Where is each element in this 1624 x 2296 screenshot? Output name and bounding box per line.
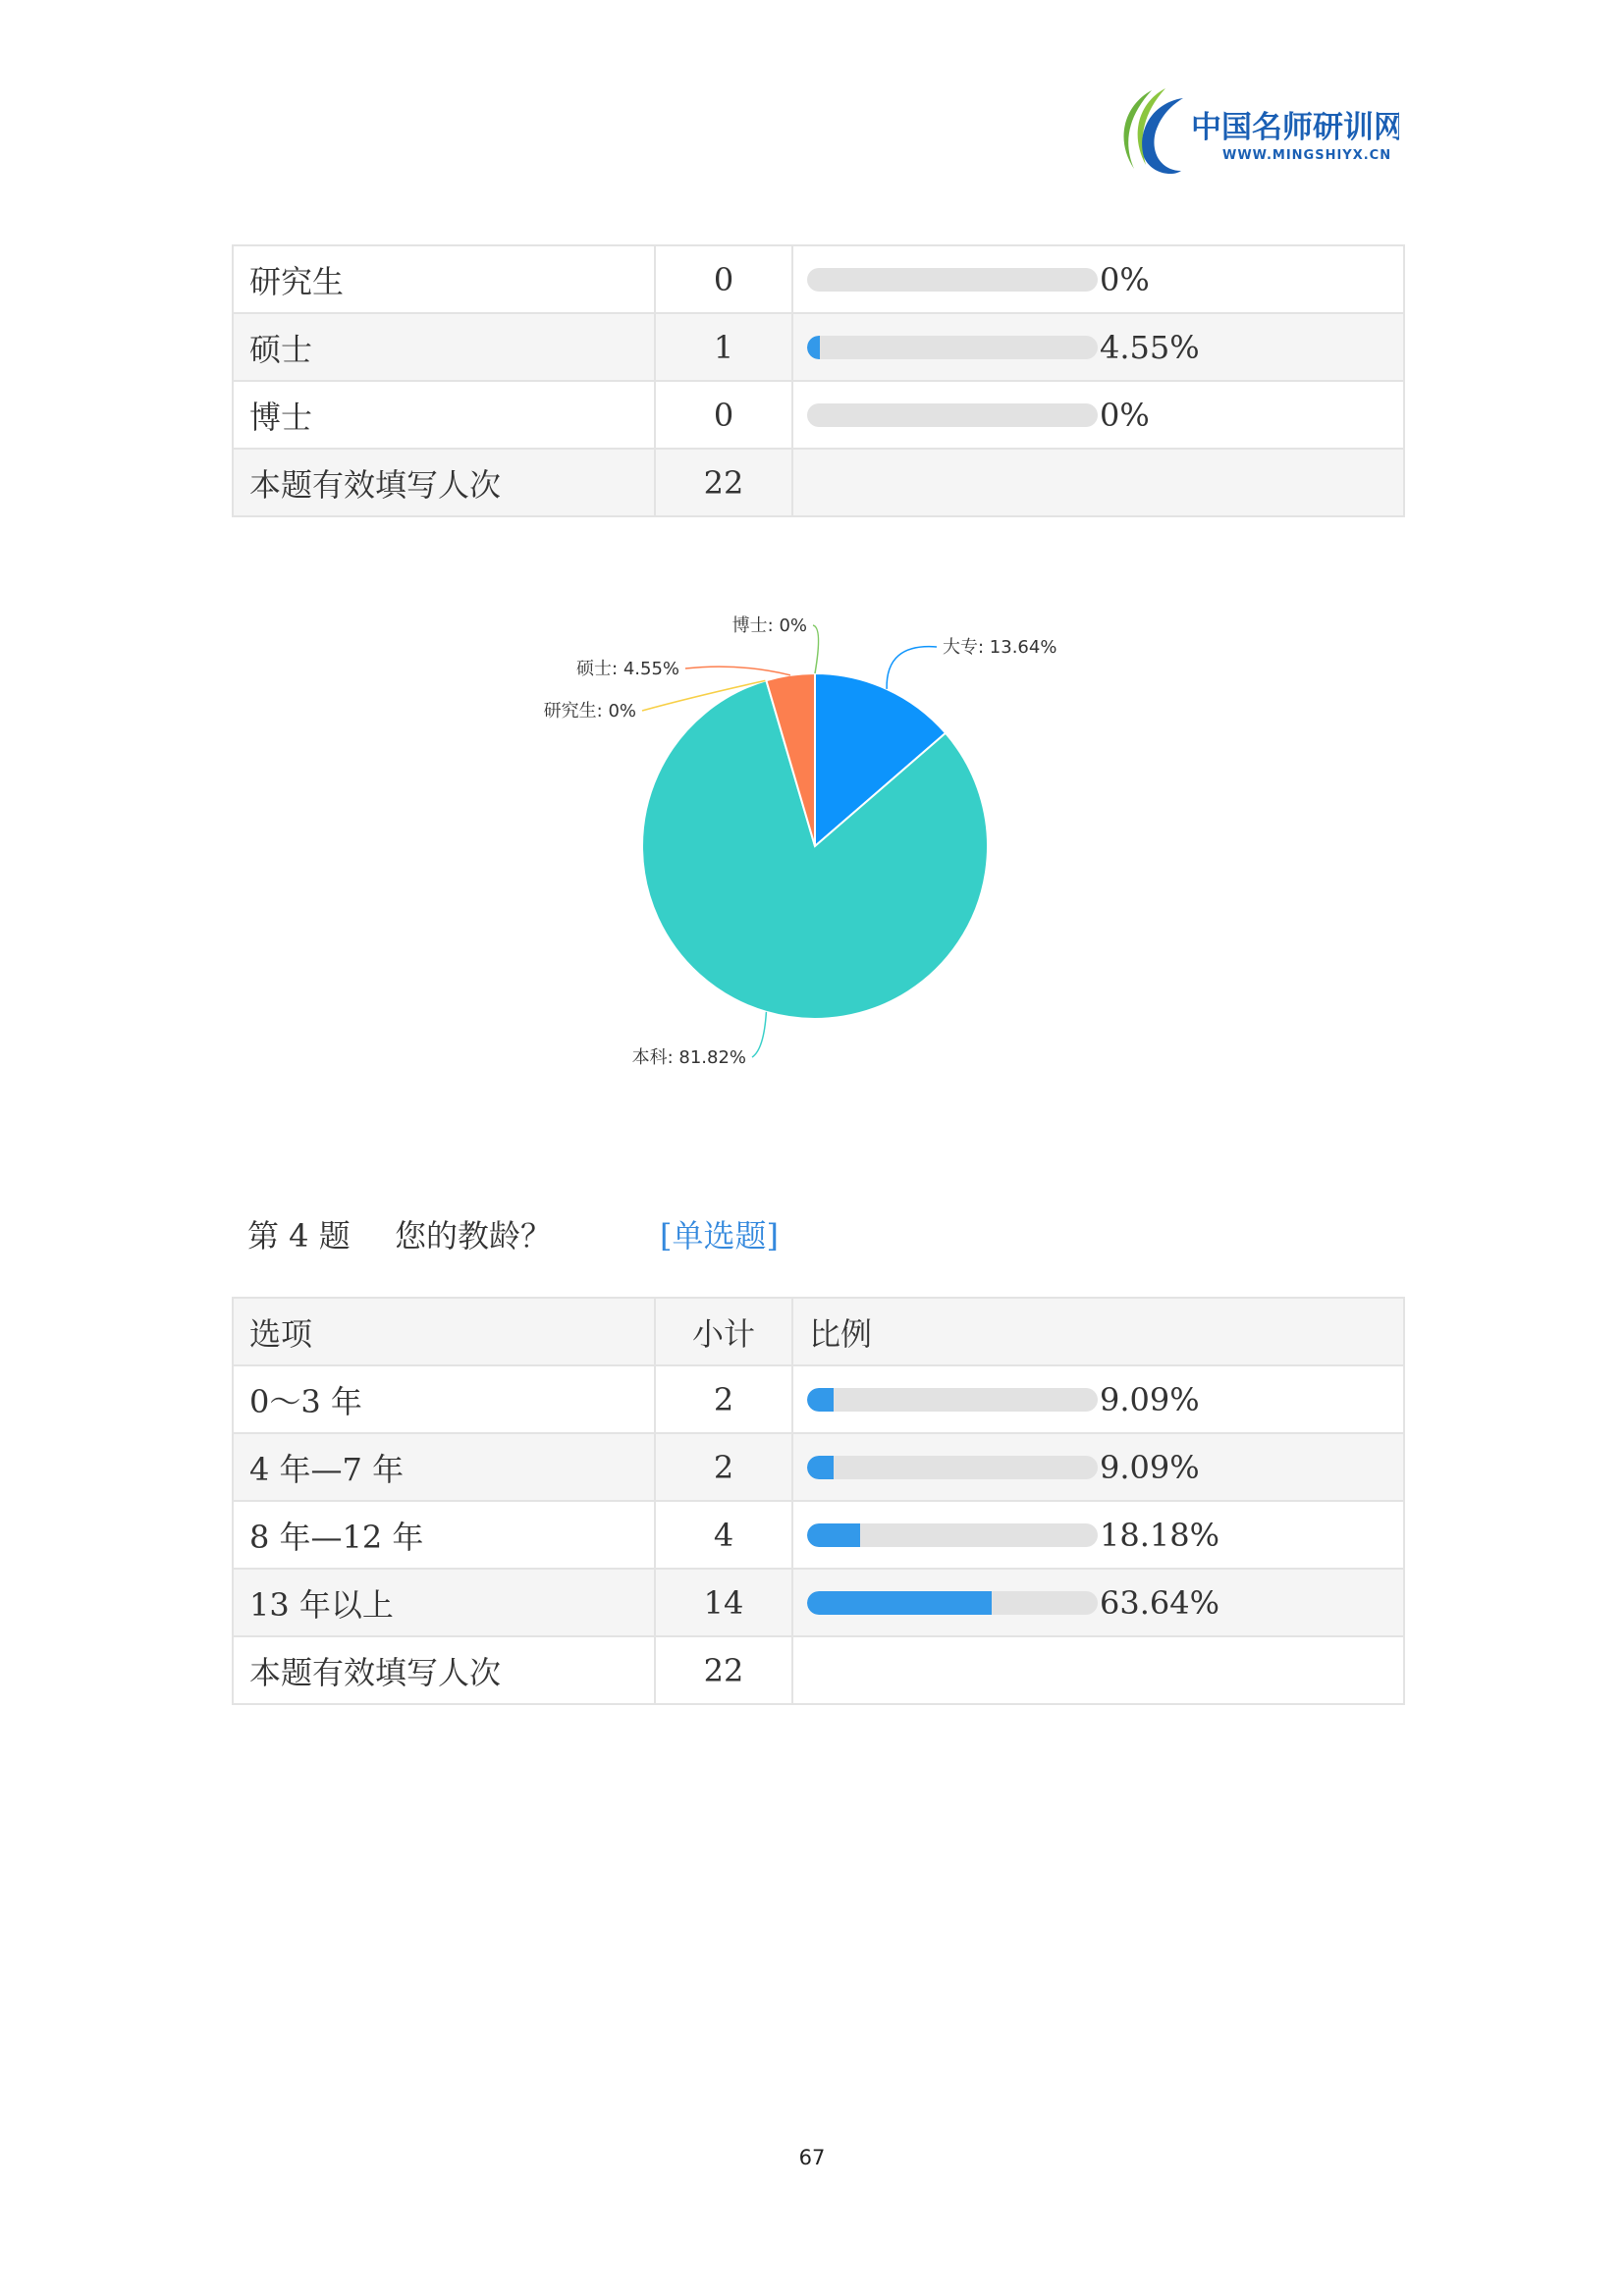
percent-label: 18.18%	[1100, 1516, 1220, 1554]
percent-label: 0%	[1100, 260, 1150, 298]
option-label: 研究生	[233, 245, 655, 313]
empty-cell	[792, 449, 1404, 516]
logo-cn-text: 中国名师研训网	[1191, 110, 1399, 145]
empty-cell	[792, 1636, 1404, 1704]
percent-cell	[792, 1365, 1404, 1433]
total-row	[233, 1636, 1404, 1704]
percent-bar	[807, 403, 1098, 427]
option-label: 4 年—7 年	[233, 1433, 655, 1501]
percent-cell	[792, 381, 1404, 449]
table-row	[233, 1365, 1404, 1433]
option-count: 2	[655, 1433, 792, 1501]
pie-svg	[511, 604, 1119, 1095]
option-count: 0	[655, 381, 792, 449]
option-count: 1	[655, 313, 792, 381]
percent-bar	[807, 1456, 1098, 1479]
option-count: 0	[655, 245, 792, 313]
percent-label: 4.55%	[1100, 328, 1200, 366]
percent-bar-fill	[807, 1591, 992, 1615]
option-label: 硕士	[233, 313, 655, 381]
percent-bar-fill	[807, 336, 820, 359]
header-option: 选项	[233, 1298, 655, 1365]
table-row	[233, 313, 1404, 381]
percent-bar	[807, 1523, 1098, 1547]
table-row	[233, 381, 1404, 449]
table-row	[233, 1501, 1404, 1569]
total-row	[233, 449, 1404, 516]
table-row	[233, 1569, 1404, 1636]
percent-bar-fill	[807, 1456, 834, 1479]
header-count: 小计	[655, 1298, 792, 1365]
percent-cell	[792, 313, 1404, 381]
pie-slice-label: 本科: 81.82%	[631, 1047, 746, 1068]
option-label: 13 年以上	[233, 1569, 655, 1636]
percent-label: 9.09%	[1100, 1448, 1200, 1486]
pie-slice-label: 研究生: 0%	[543, 701, 636, 721]
percent-bar-fill	[807, 1388, 834, 1412]
option-count: 4	[655, 1501, 792, 1569]
total-count: 22	[655, 1636, 792, 1704]
percent-label: 0%	[1100, 396, 1150, 434]
logo-url-text: WWW.MINGSHIYX.CN	[1222, 148, 1392, 163]
percent-bar	[807, 268, 1098, 292]
percent-bar	[807, 336, 1098, 359]
percent-cell	[792, 245, 1404, 313]
option-label: 博士	[233, 381, 655, 449]
option-count: 14	[655, 1569, 792, 1636]
pie-leader-line	[752, 1012, 766, 1057]
total-count: 22	[655, 449, 792, 516]
percent-label: 9.09%	[1100, 1380, 1200, 1418]
question-type: [单选题]	[660, 1217, 779, 1255]
logo-graphic	[1105, 80, 1399, 184]
option-label: 0～3 年	[233, 1365, 655, 1433]
education-table	[232, 244, 1405, 517]
teaching-years-table	[232, 1297, 1405, 1705]
pie-slice-label: 硕士: 4.55%	[576, 659, 679, 679]
table-header-row	[233, 1298, 1404, 1365]
table-row	[233, 1433, 1404, 1501]
percent-cell	[792, 1501, 1404, 1569]
question-text: 您的教龄？	[395, 1217, 553, 1255]
pie-slice-label: 大专: 13.64%	[943, 637, 1057, 658]
page-number: 67	[798, 2146, 826, 2169]
education-pie-chart	[511, 604, 1119, 1095]
question-number: 第 4 题	[247, 1217, 351, 1255]
header-ratio: 比例	[792, 1298, 1404, 1365]
percent-cell	[792, 1569, 1404, 1636]
percent-bar	[807, 1388, 1098, 1412]
percent-bar-fill	[807, 1523, 860, 1547]
pie-slice-label: 博士: 0%	[731, 615, 807, 636]
table-row	[233, 245, 1404, 313]
pie-leader-line	[813, 625, 819, 673]
site-logo	[1105, 80, 1399, 184]
total-label: 本题有效填写人次	[233, 1636, 655, 1704]
percent-cell	[792, 1433, 1404, 1501]
percent-label: 63.64%	[1100, 1583, 1220, 1622]
option-label: 8 年—12 年	[233, 1501, 655, 1569]
pie-leader-line	[685, 667, 790, 675]
pie-leader-line	[887, 647, 937, 689]
total-label: 本题有效填写人次	[233, 449, 655, 516]
percent-bar	[807, 1591, 1098, 1615]
option-count: 2	[655, 1365, 792, 1433]
